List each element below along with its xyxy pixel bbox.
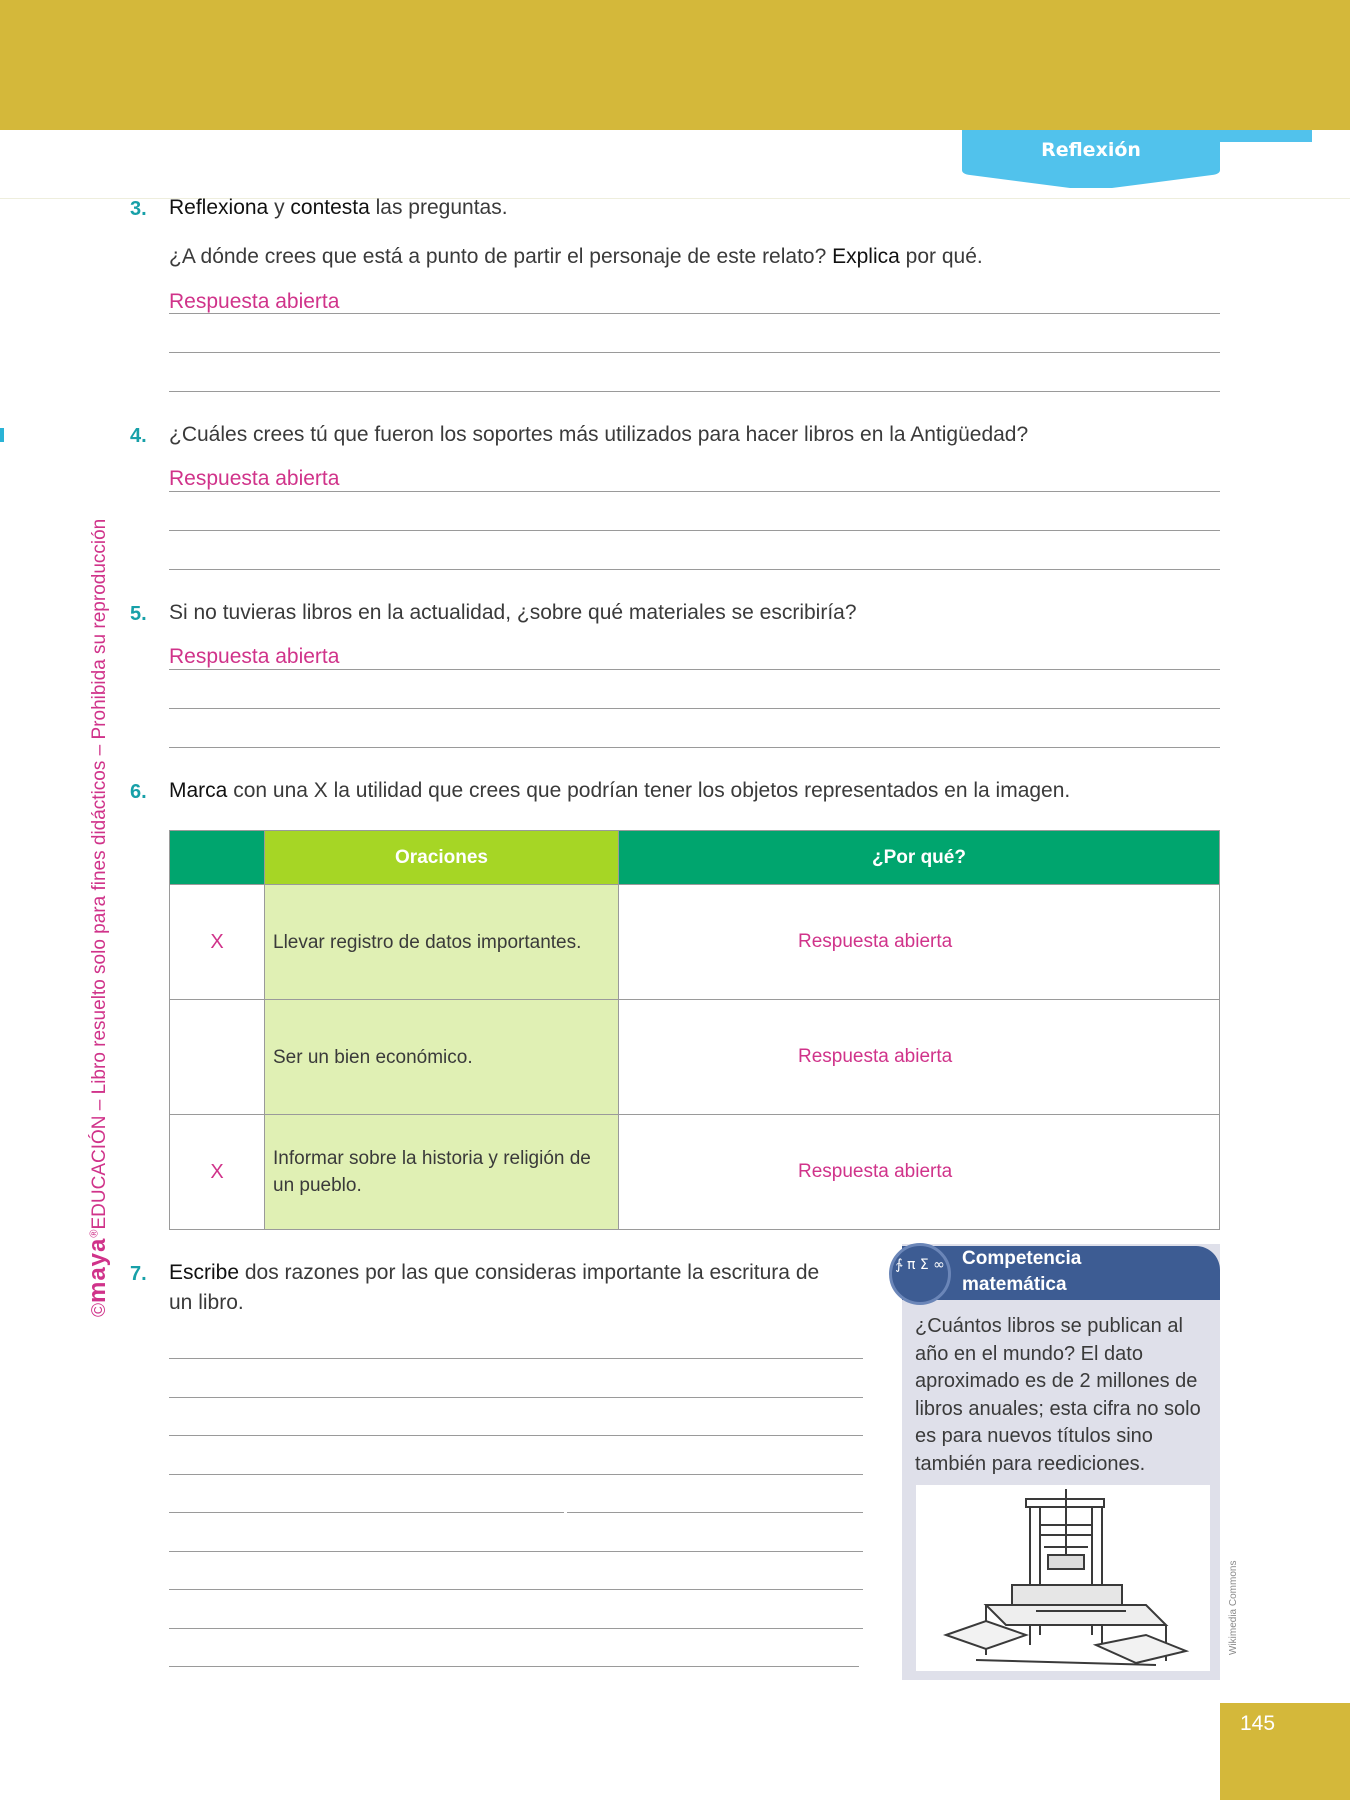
question-7-line2: un libro. <box>169 1291 244 1314</box>
utility-table <box>169 830 1220 1230</box>
header-band <box>0 0 1350 130</box>
text-run: las preguntas. <box>369 196 508 219</box>
question-7-number: 7. <box>130 1263 147 1285</box>
bold-word: Reflexiona <box>169 196 269 219</box>
section-tab-label: Reflexión <box>1041 139 1141 161</box>
answer-line <box>169 491 1220 492</box>
brand-logo: maya <box>84 1237 111 1303</box>
mark-cell[interactable]: X <box>170 1115 265 1230</box>
question-3-instruction <box>169 196 508 220</box>
answer-line <box>169 313 1220 314</box>
mark-cell[interactable] <box>170 1000 265 1115</box>
text-run: con una X la utilidad que crees que podrían tener los objetos representados en la imagen. <box>227 779 1071 802</box>
title-line: Competencia <box>962 1248 1082 1269</box>
answer-line <box>169 708 1220 709</box>
margin-marker <box>0 428 4 442</box>
bold-word: Marca <box>169 779 228 802</box>
writing-line[interactable] <box>567 1512 863 1513</box>
question-3-answer[interactable]: Respuesta abierta <box>169 290 340 313</box>
writing-line[interactable] <box>169 1589 863 1590</box>
bold-word: contesta <box>290 196 370 219</box>
sentence-cell: Llevar registro de datos importantes. <box>265 885 619 1000</box>
answer-line <box>169 569 1220 570</box>
why-cell[interactable]: Respuesta abierta <box>619 885 1220 1000</box>
answer-line <box>169 391 1220 392</box>
question-5-answer[interactable]: Respuesta abierta <box>169 645 340 668</box>
title-line: matemática <box>962 1274 1067 1295</box>
writing-line[interactable] <box>169 1512 564 1513</box>
tab-bar <box>1220 130 1312 142</box>
question-6-number: 6. <box>130 781 147 803</box>
answer-line <box>169 352 1220 353</box>
why-cell[interactable]: Respuesta abierta <box>619 1115 1220 1230</box>
printing-press-icon <box>916 1485 1210 1671</box>
question-3-text <box>169 245 983 269</box>
printing-press-image <box>916 1485 1210 1671</box>
writing-line[interactable] <box>169 1666 859 1667</box>
question-6-instruction <box>169 779 1070 803</box>
answer-line <box>169 669 1220 670</box>
math-box-text: ¿Cuántos libros se publican al año en el mundo? El dato aproximado es de 2 millones de libros anuales; esta cifra no solo es para nuevos títulos sino también para reediciones. <box>915 1315 1201 1475</box>
text-run: dos razones por las que consideras importante la escritura de <box>239 1261 820 1284</box>
registered-mark: ® <box>88 1229 101 1238</box>
table-row <box>170 885 1220 1000</box>
question-5-number: 5. <box>130 603 147 625</box>
sentence-cell: Informar sobre la historia y religión de un pueblo. <box>265 1115 619 1230</box>
question-3-number: 3. <box>130 198 147 220</box>
answer-line <box>169 530 1220 531</box>
writing-line[interactable] <box>169 1358 863 1359</box>
question-4-answer[interactable]: Respuesta abierta <box>169 467 340 490</box>
writing-line[interactable] <box>169 1397 863 1398</box>
answer-line <box>169 747 1220 748</box>
question-7-line1 <box>169 1261 819 1285</box>
math-box-title <box>962 1246 1081 1298</box>
writing-line[interactable] <box>169 1628 863 1629</box>
text-run: y <box>268 196 291 219</box>
question-4-text: ¿Cuáles crees tú que fueron los soportes más utilizados para hacer libros en la Antigüedad? <box>169 423 1029 446</box>
page-number: 145 <box>1239 1712 1276 1735</box>
writing-line[interactable] <box>169 1474 863 1475</box>
table-header-row <box>170 831 1220 885</box>
table-row <box>170 1000 1220 1115</box>
question-4-number: 4. <box>130 425 147 447</box>
writing-line[interactable] <box>169 1435 863 1436</box>
header-sentences: Oraciones <box>265 831 619 885</box>
sentence-cell: Ser un bien económico. <box>265 1000 619 1115</box>
text-run: ¿A dónde crees que está a punto de partir el personaje de este relato? <box>169 245 833 268</box>
header-why: ¿Por qué? <box>619 831 1220 885</box>
copyright-text: EDUCACIÓN – Libro resuelto solo para fines didácticos – Prohibida su reproducción <box>89 518 110 1230</box>
copyright-symbol: © <box>89 1303 110 1317</box>
bold-word: Explica <box>832 245 900 268</box>
math-symbols-icon: ∱ π Σ ∞ <box>889 1243 951 1305</box>
table-row <box>170 1115 1220 1230</box>
bold-word: Escribe <box>169 1261 240 1284</box>
section-tab <box>962 130 1220 188</box>
copyright-notice <box>84 519 112 1317</box>
mark-cell[interactable]: X <box>170 885 265 1000</box>
text-run: por qué. <box>899 245 983 268</box>
header-mark-column <box>170 831 265 885</box>
image-credit: Wikimedia Commons <box>1228 1560 1239 1655</box>
writing-line[interactable] <box>169 1551 863 1552</box>
question-5-text: Si no tuvieras libros en la actualidad, ¿sobre qué materiales se escribiría? <box>169 601 857 624</box>
why-cell[interactable]: Respuesta abierta <box>619 1000 1220 1115</box>
